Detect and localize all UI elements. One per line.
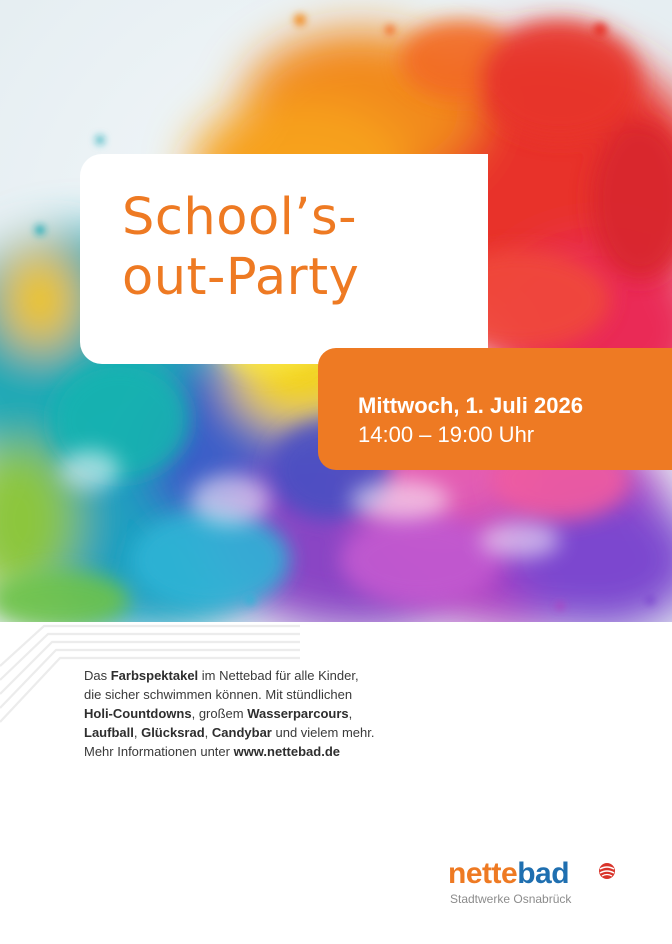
logo-word-nette: nette: [448, 857, 518, 890]
logo-wordmark: [448, 856, 569, 892]
description-line: [84, 685, 414, 704]
event-time: 14:00 – 19:00 Uhr: [358, 422, 535, 447]
highlight-gluecksrad: Glücksrad: [141, 725, 205, 740]
text-segment: ,: [348, 706, 353, 721]
highlight-wasserparcours: Wasserparcours: [247, 706, 349, 721]
description-line: [84, 742, 414, 761]
highlight-holi-countdowns: Holi-Countdowns: [84, 706, 192, 721]
text-segment: Mehr Informationen unter: [84, 744, 234, 759]
website-link[interactable]: www.nettebad.de: [233, 744, 340, 759]
logo-word-bad: bad: [517, 857, 570, 890]
description-line: [84, 704, 414, 723]
description-line: [84, 666, 414, 685]
swim-ball-icon: [598, 862, 616, 880]
text-segment: Das: [84, 668, 111, 683]
text-segment: die sicher schwimmen können. Mit stündlichen: [84, 687, 353, 702]
text-segment: ,: [204, 725, 212, 740]
text-segment: ,: [133, 725, 142, 740]
event-date: Mittwoch, 1. Juli 2026: [358, 393, 583, 418]
event-description: [84, 666, 414, 761]
text-segment: , großem: [191, 706, 248, 721]
title-line-1: School’s-: [122, 188, 357, 247]
highlight-farbspektakel: Farbspektakel: [110, 668, 199, 683]
description-line: [84, 723, 414, 742]
text-segment: im Nettebad für alle Kinder,: [198, 668, 359, 683]
text-segment: und vielem mehr.: [271, 725, 375, 740]
nettebad-logo: [448, 856, 628, 916]
title-line-2: out-Party: [122, 248, 360, 307]
title-card: [80, 154, 488, 364]
highlight-laufball: Laufball: [84, 725, 134, 740]
highlight-candybar: Candybar: [211, 725, 272, 740]
logo-subtitle: Stadtwerke Osnabrück: [450, 892, 572, 906]
date-banner: [318, 348, 672, 470]
